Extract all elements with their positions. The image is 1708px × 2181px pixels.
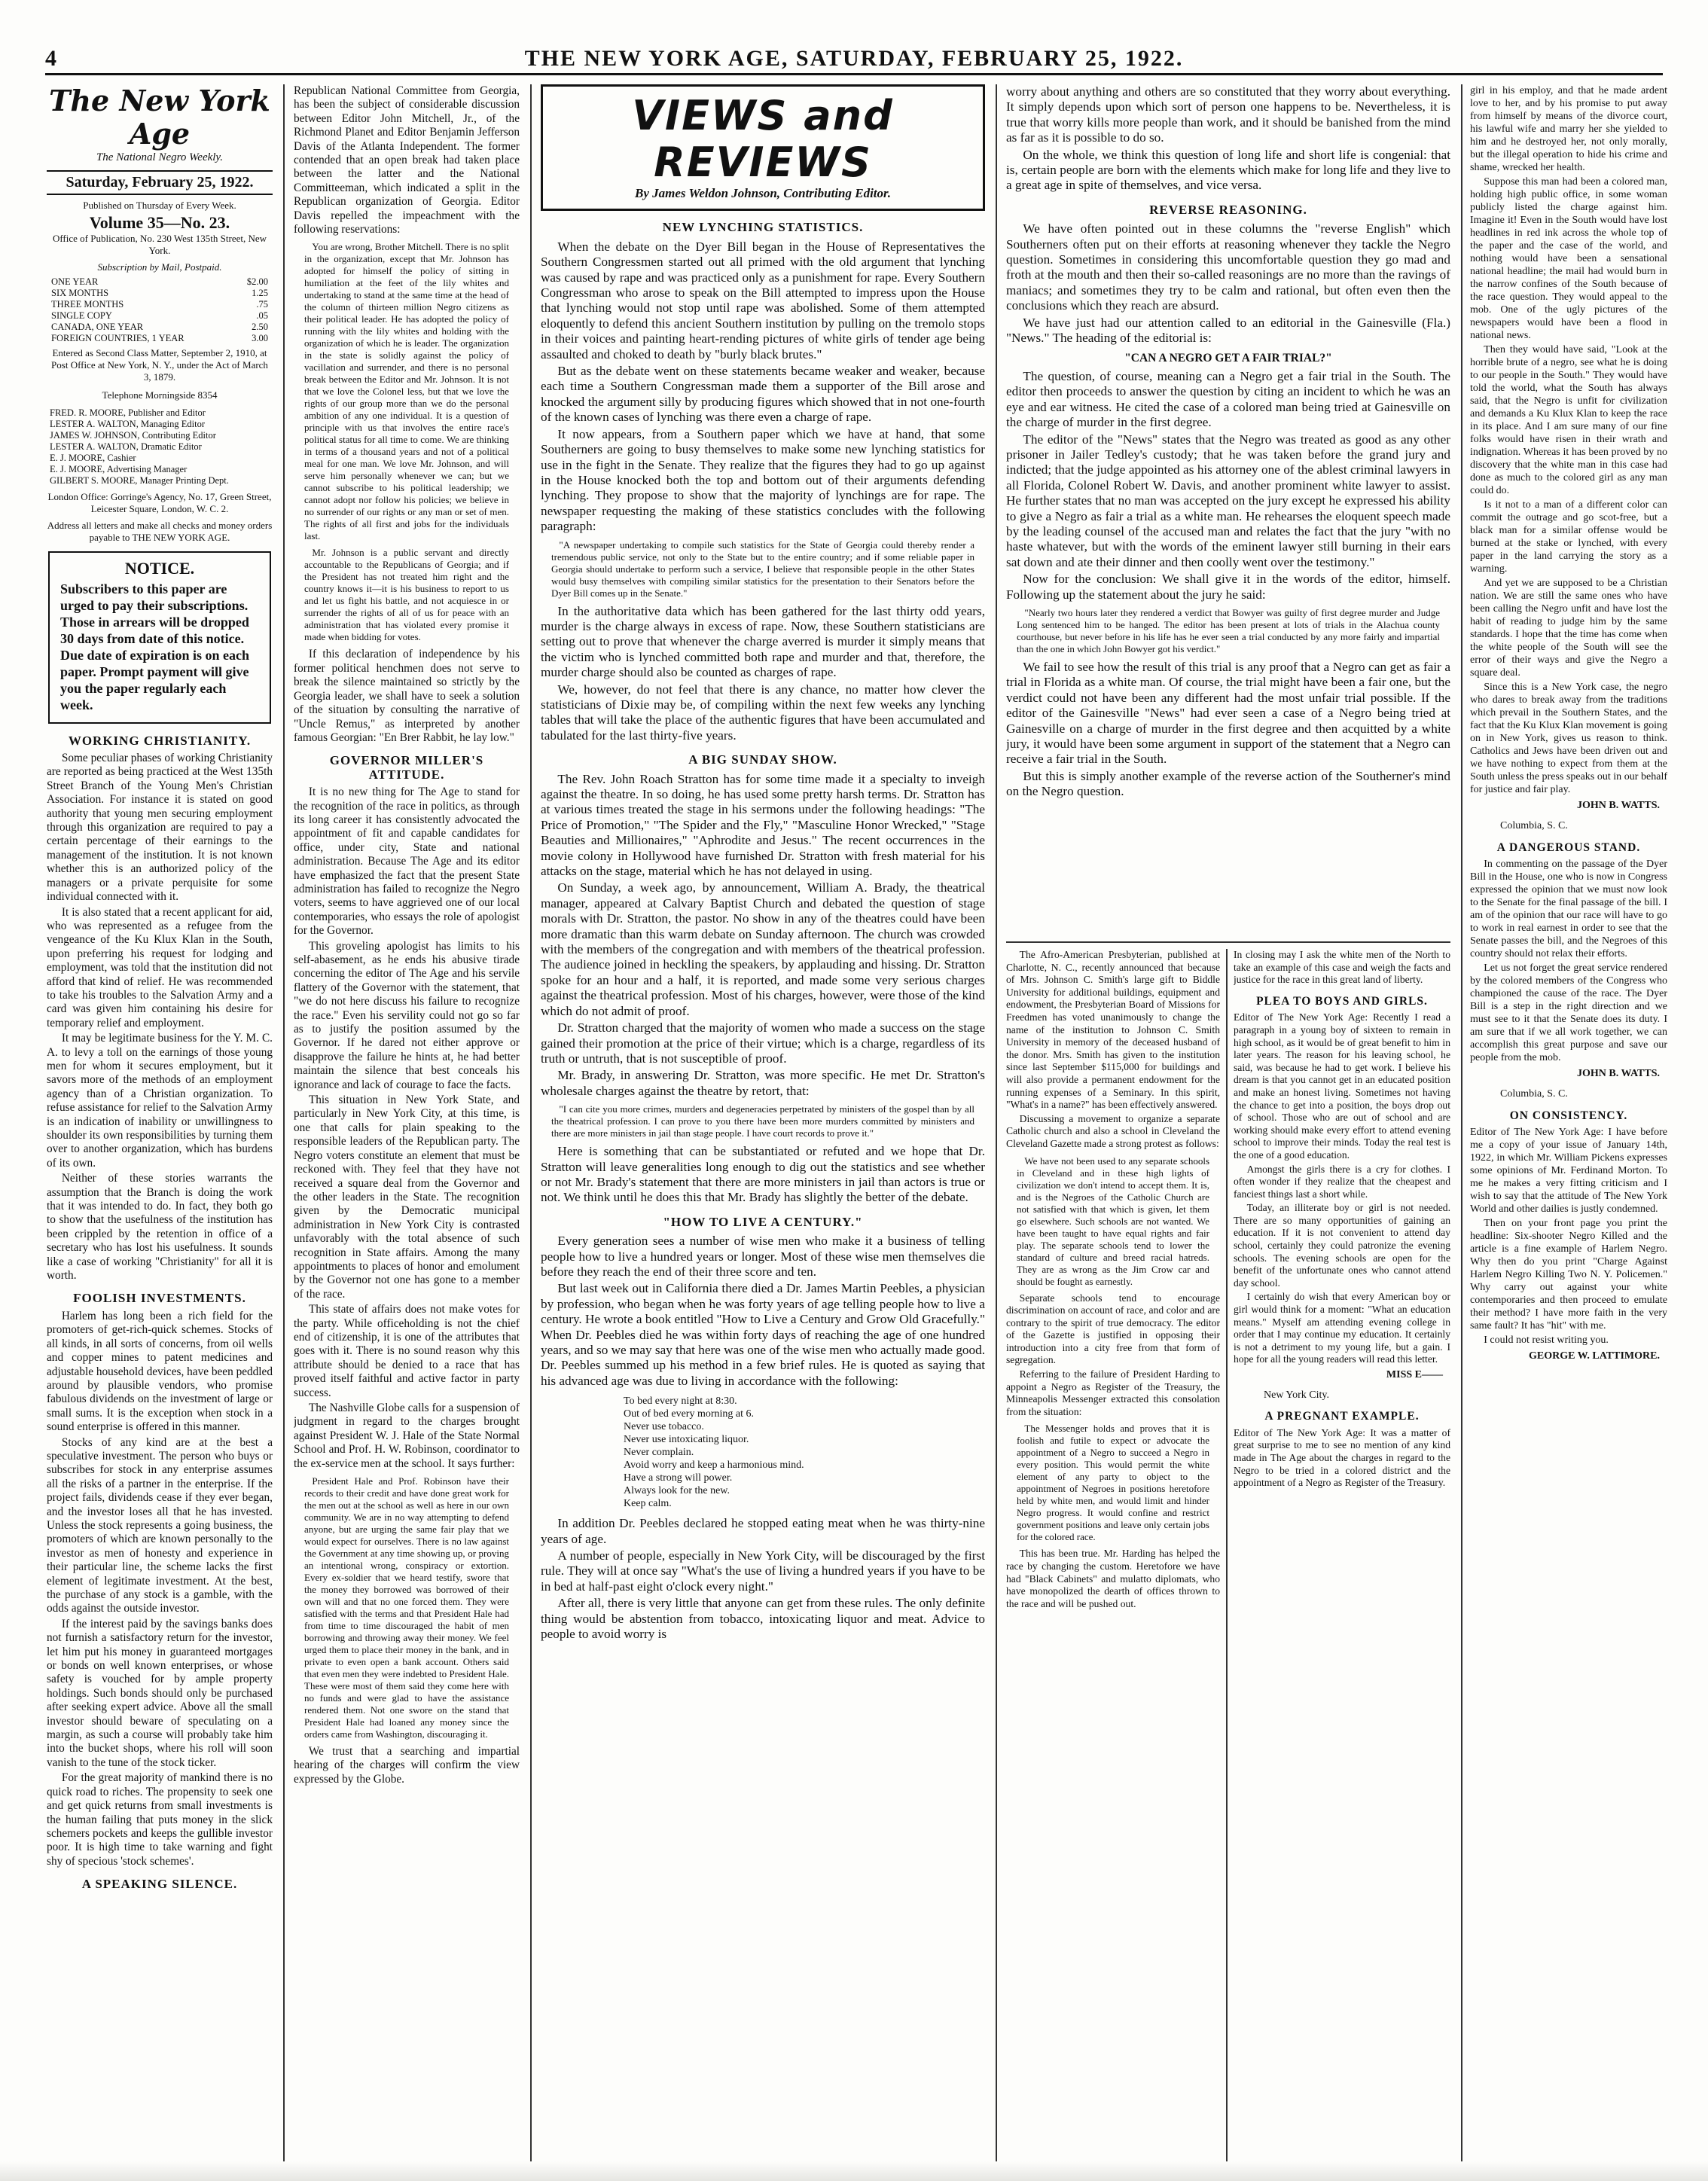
signature: GEORGE W. LATTIMORE. (1528, 1350, 1660, 1362)
column-masthead (47, 84, 273, 2163)
column-correspondence (1470, 84, 1667, 2163)
paragraph: This state of affairs does not make votes for the party. While officeholding is not the chief end of citizenship, it is one of the attributes that goes with it. There is no sound reason why this attribute should be denied to a race that has proved itself faithful and active factor in party success. (294, 1303, 520, 1399)
rules-list (624, 1395, 985, 1510)
headline-dangerous-stand: A DANGEROUS STAND. (1496, 841, 1641, 854)
column-editorials (294, 84, 520, 2163)
signature-place: New York City. (1264, 1389, 1329, 1401)
signature: JOHN B. WATTS. (1577, 1068, 1660, 1079)
rule-item: Never use tobacco. (624, 1421, 704, 1433)
paragraph: Stocks of any kind are at the best a speculative investment. The person who buys or subscribes for stock in any enterprise assumes all the risks of a partner in the enterprise. If the project fails, dividends cease if they ever began, and the investor loses all that he has invested. Unless the stock represents a going business, the promoters of which are known personally to the investor as men of honesty and experience in their particular line, the scheme lacks the first element of legitimate investment. At the best, the purchase of any stock is a gamble, with the odds against the outside investor. (47, 1435, 273, 1615)
paragraph: But as the debate went on these statements became weaker and weaker, because each time a Southern Congressman made them a supporter of the Bill arose and knocked the argument silly by producing figures which showed that in not one-fourth of the known cases of lynching was there even a charge of rape. (541, 364, 985, 425)
column-rule (1226, 949, 1228, 2163)
paragraph: Then they would have said, "Look at the horrible brute of a negro, see what he is doing to our people in the South." They would have told the world, what the South has always said, that the Negro is unfit for civilization and demands a Ku Klux Klan to keep the race in its place. And I am sure many of our fine folks would have risen in their wrath and indignation. Whereas it has been proved by no discovery that the white man in this case had done as much to the colored girl as any man could do. (1470, 344, 1667, 496)
paragraph: We, however, do not feel that there is any chance, no matter how clever the statisticians of Dixie may be, of compiling within the next few weeks any lynching tables that will take the place of the authentic figures that have been accumulated and tabulated for the last thirty-five years. (541, 682, 985, 743)
notice-body: Subscribers to this paper are urged to pay their subscriptions. Those in arrears will be dropped 30 days from date of this notice. Due date of expiration is on each paper. Prompt payment will give you the paper regularly each week. (60, 581, 249, 712)
headline-how-to-live-a-century: "HOW TO LIVE A CENTURY." (663, 1214, 863, 1229)
paragraph: Republican National Committee from Georgia, has been the subject of considerable discussion between Editor John Mitchell, Jr., of the Richmond Planet and Editor Benjamin Jefferson Davis of the Atlanta Independent. The former contended that an open break had taken place between the latter and the National Committeeman, which indicated a split in the Republican organization of Georgia. Editor Davis repelled the impeachment with the following reservations: (294, 84, 520, 236)
paragraph: Separate schools tend to encourage discrimination on account of race, and color and are contrary to the spirit of true democracy. The editor of the Gazette is justified in opposing their introduction into a city free from that form of segregation. (1006, 1292, 1220, 1366)
rule-item: Out of bed every morning at 6. (624, 1408, 755, 1420)
quoted-paragraph: The Messenger holds and proves that it is foolish and futile to expect or advocate the appointment of a Negro to succeed a Negro in every position. This would permit the white element of any party to object to the appointment of Negroes in positions heretofore held by white men, and would limit and hinder Negro progress. It would confine and restrict government positions and leave only certain jobs for the colored race. (1017, 1423, 1209, 1543)
signature-place: Columbia, S. C. (1500, 820, 1568, 831)
headline-foolish-investments: FOOLISH INVESTMENTS. (73, 1291, 246, 1306)
headline-working-christianity: WORKING CHRISTIANITY. (68, 733, 252, 748)
quoted-paragraph: You are wrong, Brother Mitchell. There is no split in the organization, except that Mr. Johnson has adopted for himself the policy of sitting in humiliation at the feet of the lily whites and undertaking to stand at the same time at the head of the column of thirteen million Negro citizens as their political leader. He has adopted the policy of running with the lily whites and holding with the organization of which he is leader. The organization in the state is solidly against the policy of vacillation and surrender, and there is no personal break between the Editor and Mr. Johnson. It is not that we love the Colonel less, but that we love the rights of our group more than we do the personal ambition of any one individual. It is a question of principle with us that involves the entire race's political status for all time to come. We are thinking in terms of a thousand years and not of a political meal for one man. We love Mr. Johnson, and will serve him personally whenever we can; but we cannot subscribe to his political leadership; we cannot adopt nor follow his policies; we believe in no surrender of our rights or any man or set of men. The rights of all first and jobs for the individuals last. (304, 241, 509, 542)
quoted-paragraph: We have not been used to any separate schools in Cleveland and in these high lights of civilization we don't intend to accept them. It is, and is the Negroes of the Catholic Church are not satisfied with that which is given, let them go elsewhere. Such schools are not wanted. We have been taught to have equal rights and fair play. The separate schools tend to lower the standard of culture and breed racial hatreds. They are as wrong as the Jim Crow car and should be fought as earnestly. (1017, 1155, 1209, 1287)
entered-line: Entered as Second Class Matter, September 2, 1910, at Post Office at New York, N. Y., under the Act of March 3, 1879. (51, 347, 268, 383)
paragraph: Amongst the girls there is a cry for clothes. I often wonder if they realize that the cheapest and fanciest things last a short while. (1234, 1163, 1450, 1200)
page-header (45, 44, 1663, 75)
masthead-date: Saturday, February 25, 1922. (47, 170, 273, 189)
paragraph: If this declaration of independence by his former political henchmen does not serve to break the silence maintained so strictly by the Georgia leader, we shall have to seek a solution of the situation by consulting the narrative of "Uncle Remus," as interpreted by another famous Georgian: "En Brer Rabbit, he lay low." (294, 648, 520, 744)
paragraph: It is also stated that a recent applicant for aid, who was represented as a refugee from the vengeance of the Ku Klux Klan in the South, upon preferring his request for lodging and employment, was told that the institution did not afford that kind of relief. He was recommended to take his troubles to the Salvation Army and a card was given him containing his desire for temporary relief and employment. (47, 905, 273, 1029)
paragraph: Harlem has long been a rich field for the promoters of get-rich-quick schemes. Stocks of all kinds, in all sorts of concerns, from oil wells and copper mines to patent medicines and adjustable household devices, have been peddled around by plausible vendors, who promise fabulous dividends on the investment of large or small sums. It is the exception when stock in a sound enterprise is offered in this manner. (47, 1309, 273, 1434)
paragraph: Since this is a New York case, the negro who dares to break away from the traditions which prevail in the Southern States, and the fact that the Ku Klux Klan movement is going on in New York, gives us reason to think. Catholics and Jews have been driven out and we have nothing to expect from them at the South unless the press speaks out in our behalf for justice and fair play. (1470, 682, 1667, 795)
column-rule (1461, 84, 1462, 2163)
column-reverse-reasoning (1006, 84, 1450, 939)
quoted-paragraph: "A newspaper undertaking to compile such statistics for the State of Georgia could thereby render a tremendous public service, not only to the State but to the entire country; and if some reliable paper in Georgia should undertake to perform such a service, I believe that responsible people in the other States would busy themselves with compiling similar statistics for the presentation to their Senators before the Dyer Bill comes up in the Senate." (551, 538, 974, 599)
rate-row: ONE YEAR $2.00 (51, 276, 268, 288)
paragraph: Every generation sees a number of wise men who make it a business of telling people how to live a hundred years or longer. Most of these wise men themselves die before they reach the end of their three score and ten. (541, 1234, 985, 1279)
paragraph: Is it not to a man of a different color can commit the outrage and go scot-free, but a black man for a similar offense would be burned at the stake or lynched, with every paper in the land carrying the story as a warning. (1470, 499, 1667, 575)
paragraph: This situation in New York State, and particularly in New York City, at this time, is one that calls for plain speaking to the responsible leaders of the Republican party. The Negro voters constitute an element that must be reckoned with. They feel that they have not received a square deal from the Governor and the other leaders in the State. The recognition given by the Democratic municipal administration in New York City is contrasted unfavorably with the total absence of such recognition in State affairs. Among the many appointments to places of honor and emolument by the Governor not one has gone to a member of the race. (294, 1094, 520, 1301)
paragraph: Let us not forget the great service rendered by the colored members of the Congress who championed the cause of the race. The Dyer Bill is a step in the right direction and we must see to it that the Senate does its duty. I am sure that if we all work together, we can accomplish this great purpose and save our people from the mob. (1470, 962, 1667, 1063)
rule-item: Never use intoxicating liquor. (624, 1434, 749, 1446)
column-letters (1234, 949, 1450, 2163)
paragraph: This groveling apologist has limits to his self-abasement, as he ends his abusive tirade concerning the editor of The Age and his servile flattery of the Governor with the statement, that "we do not here discuss his failure to recognize the race." Even his servility could not go so far as to justify the position assumed by the Governor. If he dared not either approve or disapprove the failure he hints at, he had better maintain the silence that best conceals his ignorance and lack of courage to face the facts. (294, 939, 520, 1091)
headline-new-lynching-statistics: NEW LYNCHING STATISTICS. (662, 220, 864, 235)
paragraph: Here is something that can be substantiated or refuted and we hope that Dr. Stratton will leave generalities long enough to dig out the statistics and see whether or not Mr. Brady's statement that there are more ministers in jail than actors is true or not. We think until he does this that Mr. Brady has slightly the better of the debate. (541, 1144, 985, 1205)
paragraph: The question, of course, meaning can a Negro get a fair trial in the South. The editor then proceeds to answer the question by citing an incident to which he was an eye and ear witness. He cited the case of a colored man being tried at Gainesville on the charge of murder in the first degree. (1006, 368, 1450, 430)
paragraph: But last week out in California there died a Dr. James Martin Peebles, a physician by profession, who began when he was forty years of age telling people how to live a century. He wrote a book entitled "How to Live a Century and Grow Old Gracefully." When Dr. Peebles died he was within forty days of reaching the age of one hundred years, and so we may say that here was one of the wise men who actually made good. Dr. Peebles summed up his method in a few brief rules. He is quoted as saying that his advanced age was due to living in accordance with the following: (541, 1281, 985, 1388)
column-views-and-reviews (541, 84, 985, 2163)
notice-box (48, 551, 271, 723)
headline-pregnant-example: A PREGNANT EXAMPLE. (1264, 1410, 1420, 1423)
headline-speaking-silence: A SPEAKING SILENCE. (81, 1877, 238, 1892)
paragraph: On Sunday, a week ago, by announcement, William A. Brady, the theatrical manager, appeared at Calvary Baptist Church and debated the question of stage morals with Dr. Stratton, the pastor. No show in any of the theatres could have been more dramatic than this warm debate on Sunday afternoon. The church was crowded with the members of the congregation and with members of the theatrical profession. The audience joined in heckling the speakers, by applauding and hissing. Dr. Stratton spoke for an hour and a half, it is reported, and made some very serious charges against the theatrical profession. Most of his charges, however, were those of the kind which do not admit of proof. (541, 880, 985, 1018)
paragraph: It is no new thing for The Age to stand for the recognition of the race in politics, as through its long career it has consistently advocated the appointment of fit and capable candidates for office, under city, State and national administration. Because The Age and its editor have emphasized the fact that the present State administration has failed to recognize the Negro voters, seems to have aggrieved one of our local contemporaries, who essays the role of apologist for the Governor. (294, 785, 520, 938)
office-line: Office of Publication, No. 230 West 135th Street, New York. (52, 233, 267, 257)
rule-item: Keep calm. (624, 1498, 672, 1510)
signature: MISS E—— (1386, 1369, 1443, 1380)
page-bottom-edge (0, 2161, 1708, 2181)
paragraph: Editor of The New York Age: I have before me a copy of your issue of January 14th, 1922, in which Mr. William Pickens expresses some opinions of Mr. Ferdinand Morton. To me he makes a very fitting criticism and I wish to say that the attitude of The New York World and other dailies is justly condemned. (1470, 1127, 1667, 1215)
published-line: Published on Thursday of Every Week. (83, 199, 236, 211)
subscription-head: Subscription by Mail, Postpaid. (97, 261, 222, 273)
paragraph: We have often pointed out in these columns the "reverse English" which Southerners often put on their efforts at reasoning whenever they tackle the Negro question. Sometimes in considering this uncomfortable question they go mad and froth at the mouth and then their so-called reasonings are no more than the ravings of maniacs; and sometimes they try to be calm and rational, but often even then the conclusions which they reach are absurd. (1006, 221, 1450, 313)
quoted-paragraph: "Nearly two hours later they rendered a verdict that Bowyer was guilty of first degree murder and Judge Long sentenced him to be hanged. The editor has been present at lots of trials in the Alachua county courthouse, but never before in his life has he ever seen a trial conducted by any more fairly and impartial than the one in which John Bowyer got his verdict." (1017, 607, 1440, 654)
rule-item: Avoid worry and keep a harmonious mind. (624, 1460, 804, 1472)
paragraph: On the whole, we think this question of long life and short life is congenial: that is, certain people are born with the elements which make for long life and they live to a great age in spite of themselves, and vice versa. (1006, 147, 1450, 193)
paragraph: In addition Dr. Peebles declared he stopped eating meat when he was thirty-nine years of age. (541, 1516, 985, 1546)
paragraph: The editor of the "News" states that the Negro was treated as good as any other prisoner in Jailer Tedley's custody; that he was taken before the grand jury and indicted; that the judge appointed as his attorney one of the ablest criminal lawyers in all Florida, Colonel Robert W. Davis, and another prominent white lawyer to assist. He further states that no man was accepted on the jury except he expressed his ability to give a Negro as fair a trial as a white man. He rehearses the eloquent speech made by the leading counsel of the accused man and relates the fact that the jury "with no haste whatever, but with the words of the eminent lawyer still burning in their ears sat down and ate their dinner and then coolly went over the testimony." (1006, 432, 1450, 569)
paragraph: We trust that a searching and impartial hearing of the charges will confirm the view expressed by the Globe. (294, 1745, 520, 1786)
paragraph: And yet we are supposed to be a Christian nation. We are still the same ones who have been calling the Negro unfit and have lost the habit of reading to judge him by the same standards. I hope that the time has come when the white people of the South will see the error of their ways and give the Negro a square deal. (1470, 578, 1667, 679)
headline-governor-millers-attitude: GOVERNOR MILLER'S ATTITUDE. (329, 753, 484, 782)
paragraph: worry about anything and others are so constituted that they worry about everything. It simply depends upon which sort of person one happens to be. Nevertheless, it is true that worry kills more people than work, and it should be banished from the mind as far as it is possible to do so. (1006, 84, 1450, 145)
notice-title: NOTICE. (124, 559, 195, 578)
paragraph: Editor of The New York Age: It was a matter of great surprise to me to see no mention of any kind made in The Age about the charges in regard to the Negro to be tried in a colored district and the appointment of a Negro as Register of the Treasury. (1234, 1426, 1450, 1489)
london-office: London Office: Gorringe's Agency, No. 17, Green Street, Leicester Square, London, W. C. 2. (47, 491, 272, 515)
headline-on-consistency: ON CONSISTENCY. (1509, 1109, 1628, 1122)
address-line: Address all letters and make all checks and money orders payable to THE NEW YORK AGE. (47, 520, 273, 544)
paragraph: In closing may I ask the white men of the North to take an example of this case and weigh the facts and justice for the race in this great land of liberty. (1234, 949, 1450, 986)
paragraph: The Rev. John Roach Stratton has for some time made it a specialty to inveigh against the theatre. In so doing, he has used some pretty harsh terms. Dr. Stratton has at various times treated the stage in his sermons under the following headings: "The Price of Promotion," "The Spider and the Fly," "Masculine Honor Wrecked," "Stage Beauties and Millionaires," "Aphrodite and Jesus." The recent occurrences in the movie colony in Hollywood have furnished Dr. Stratton with fresh material for his attacks on the stage, material which he has not delayed in using. (541, 771, 985, 879)
paragraph: Now for the conclusion: We shall give it in the words of the editor, himself. Following up the statement about the jury he said: (1006, 572, 1450, 602)
paragraph: Editor of The New York Age: Recently I read a paragraph in a young boy of sixteen to remain in high school, as it would be of great benefit to him in later years. The reason for his leaving school, he said, was because he had to get work. I believe his dream is that you cannot get in an educated position and make an honest living. Sometimes not having the chance to get into a position, the boys drop out of school. Those who are out of school and are working should make every effort to attend evening school to improve their minds. Today the real test is the one of a good education. (1234, 1011, 1450, 1161)
column-rule (283, 84, 285, 2163)
column-exchanges (1006, 949, 1220, 2163)
paragraph: Some peculiar phases of working Christianity are reported as being practiced at the West 135th Street Branch of the Young Men's Christian Association. For instance it is stated on good authority that young men securing employment through this organization are required to pay a certain percentage of their earnings to the management of the institution. It is not known whether this is an authorized policy of the managers or a private perquisite for some individual connected with it. (47, 752, 273, 904)
rate-row: SINGLE COPY .05 (51, 310, 268, 322)
paragraph: Today, an illiterate boy or girl is not needed. There are so many opportunities of gaining an education. If it is not convenient to attend day school, certainly they could patronize the evening schools. The evening schools are open for the benefit of the unfortunate ones who cannot attend day school. (1234, 1202, 1450, 1289)
paragraph: Mr. Brady, in answering Dr. Stratton, was more specific. He met Dr. Stratton's wholesale charges against the theatre by retort, that: (541, 1068, 985, 1098)
quoted-paragraph: "I can cite you more crimes, murders and degeneracies perpetrated by ministers of the gospel than by all the theatrical profession. I can prove to you there have been more murders committed by ministers and there are more ministers in jail than stage people. I have court records to prove it." (551, 1103, 974, 1139)
paragraph: After all, there is very little that anyone can get from these rules. The only definite thing would be abstention from tobacco, intoxicating liquor and meat. Advice to people to avoid worry is (541, 1596, 985, 1642)
rate-row: CANADA, ONE YEAR 2.50 (51, 322, 268, 333)
paragraph: Then on your front page you print the headline: Six-shooter Negro Killed and the article is a fine example of Harlem Negro. Why then do you print "Charge Against Harlem Negro Killing Two N. Y. Policemen." Why carry out against your white contemporaries and then proceed to emulate their method? I have more faith in the very same fault? It has "hit" with me. (1470, 1218, 1667, 1331)
column-rule (530, 84, 532, 2163)
paragraph: A number of people, especially in New York City, will be discouraged by the first rule. They will at once say "What's the use of living a hundred years if you have to be in bed at half-past eight o'clock every night." (541, 1548, 985, 1594)
views-reviews-title: VIEWS and REVIEWS (632, 92, 894, 186)
views-reviews-box (541, 84, 985, 211)
paragraph: If the interest paid by the savings banks does not furnish a satisfactory return for the investor, let him put his money in guaranteed mortgages or bonds on well known enterprises, or whose safety is vouched for by ample property holdings. Such bonds should only be purchased after seeking expert advice. Above all the small investor should beware of speculating on a margin, as such a course will probably take him into the bucket shops, where his roll will soon vanish to the tune of the stock ticker. (47, 1617, 273, 1769)
paragraph: Referring to the failure of President Harding to appoint a Negro as Register of the Treasury, the Minneapolis Messenger extracted this consolation from the situation: (1006, 1368, 1220, 1417)
masthead-title: The New York Age (49, 84, 270, 151)
paragraph: We fail to see how the result of this trial is any proof that a Negro can get as fair a trial in Florida as a white man. Of course, the trial might have been a fair one, but the verdict could not have been any different had the most unfair trial possible. If the editor of the Gainesville "News" had ever seen a case of a Negro being tried at Gainesville on a charge of murder in the first degree and then acquitted by a white jury, it would have been some argument in support of the statement that a Negro can receive a fair trial in the South. (1006, 660, 1450, 767)
views-reviews-byline: By James Weldon Johnson, Contributing Editor. (635, 186, 891, 200)
headline-reverse-reasoning: REVERSE REASONING. (1149, 202, 1307, 217)
paragraph: Dr. Stratton charged that the majority of women who made a success on the stage gained their promotion at the price of their virtue; which is a charge, regardless of its truth or untruth, that is not susceptible of proof. (541, 1020, 985, 1066)
running-head: THE NEW YORK AGE, SATURDAY, FEBRUARY 25, 1922. (524, 45, 1184, 71)
paragraph: When the debate on the Dyer Bill began in the House of Representatives the Southern Congressmen started out all primed with the old argument that lynching was caused by rape and was practiced only as a punishment for rape. Every Southern Congressman who arose to speak on the Bill attempted to impress upon the House that lynching would not stop until rape was abolished. Some of them attempted eloquently to defend this ancient Southern institution by pulling on the tremolo stops in their voices and painting heart-rending pictures of white girls of tender age being assaulted and choked to death by "burly black brutes." (541, 239, 985, 361)
paragraph: Discussing a movement to organize a separate Catholic church and also a school in Cleveland the Cleveland Gazette made a strong protest as follows: (1006, 1112, 1220, 1149)
paragraph: In commenting on the passage of the Dyer Bill in the House, one who is now in Congress expressed the opinion that we must now look to the Senate for the final passage of the bill. I am of the opinion that our race will have to go to work in real earnest in order to see that the Senate passes the bill, and the Negroes of this country should not relax their efforts. (1470, 859, 1667, 959)
paragraph: The Nashville Globe calls for a suspension of judgment in regard to the charges brought against President W. J. Hale of the State Normal School and Prof. H. W. Robinson, coordinator to the ex-service men at the school. It says further: (294, 1402, 520, 1470)
paragraph: Neither of these stories warrants the assumption that the Branch is doing the work that it was intended to do. In fact, they both go to show that the usefulness of the institution has been crippled by the retention in office of a secretary who has lost his usefulness. It sounds like a case of working "Christianity" for all it is worth. (47, 1172, 273, 1283)
paragraph: I could not resist writing you. (1484, 1335, 1609, 1346)
quoted-paragraph: Mr. Johnson is a public servant and directly accountable to the Republicans of Georgia; and if the President has not treated him right and the country knows it—it is his business to report to us and let us fight his battle, and not acquiesce in or surrender the rights of all of us for peace with an administration that has violated every promise it made when bidding for votes. (304, 547, 509, 643)
paragraph: For the great majority of mankind there is no quick road to riches. The propensity to seek one and get quick returns from small investments is the human failing that puts money in the slick schemers pockets and keeps the gullible investor poor. It is high time to take warning and fight shy of specious 'stock schemes'. (47, 1771, 273, 1868)
headline-big-sunday-show: A BIG SUNDAY SHOW. (688, 752, 837, 767)
rule-item: Always look for the new. (624, 1485, 730, 1497)
paragraph: The Afro-American Presbyterian, published at Charlotte, N. C., recently announced that because of Mrs. Johnson C. Smith's large gift to Biddle University for additional buildings, equipment and endowment, the Presbyterian Board of Missions for Freedmen has voted unanimously to change the name of the institution to Johnson C. Smith University in memory of the deceased husband of the donor. Mrs. Smith has given to the institution since last September $115,000 for buildings and will also provide a permanent endowment for the running expenses of a Seminary. In this spirit, "What's in a name?" has been effectively answered. (1006, 949, 1220, 1111)
paragraph: Suppose this man had been a colored man, holding high public office, in some woman publicly listed the charge against him. Imagine it! Even in the South would have lost headlines in red ink across the whole top of the paper and the case of the world, and nothing would have been a sensational national headline; the mail had would burn in the narrow confines of the South because of the race question. They would appeal to the mob. One of the ugly pictures of the newspapers would have been a flood in national news. (1470, 176, 1667, 341)
quoted-paragraph: President Hale and Prof. Robinson have their records to their credit and have done great work for the men out at the school as well as here in our own community. We are in no way attempting to defend anyone, but are urging the same fair play that we would expect for ourselves. There is no law against the Government at any time showing up, or proving an intentional wrong, conspiracy or extortion. Every ex-soldier that we heard testify, swore that the money they borrowed was borrowed of their own will and that no one forced them. They were satisfied with the terms and that President Hale had from time to time discouraged the habit of men borrowing and throwing away their money. We feel urged them to place their money in the bank, and in private to even open a bank account. Others said that even men they were indebted to President Hale. These were most of them said they come here with no funds and were glad to have the assistance rendered them. Not one swore on the stand that President Hale had loaned any money since the orders came from Washington, discouraging it. (304, 1475, 509, 1740)
headline-fair-trial: "CAN A NEGRO GET A FAIR TRIAL?" (1124, 351, 1332, 365)
rate-row: FOREIGN COUNTRIES, 1 YEAR 3.00 (51, 333, 268, 344)
signature-place: Columbia, S. C. (1500, 1088, 1568, 1100)
paragraph: In the authoritative data which has been gathered for the last thirty odd years, murder is the charge always in excess of rape. Now, these Southern statisticians are setting out to prove that whenever the charge averred is murder it simply means that the victim who is lynched committed both rape and murder and that, therefore, the murder charge should also be counted as charges of rape. (541, 603, 985, 680)
volume-line: Volume 35—No. 23. (89, 212, 230, 232)
rate-row: THREE MONTHS .75 (51, 299, 268, 310)
rate-row: SIX MONTHS 1.25 (51, 288, 268, 299)
column-rule (996, 84, 997, 2163)
rule-item: Have a strong will power. (624, 1472, 733, 1484)
staff-list: FRED. R. MOORE, Publisher and Editor LESTER A. WALTON, Managing Editor JAMES W. JOHNSON, Contributing Editor LESTER A. WALTON, Dramatic Editor E. J. MOORE, Cashier E. J. MOORE, Advertising Manager GILBERT S. MOORE, Manager Printing Dept. (50, 407, 229, 487)
paragraph: girl in his employ, and that he made ardent love to her, and by his promise to put away from himself by means of the divorce court, his lawful wife and marry her she yielded to him and he destroyed her, not only morally, but the illegal operation to hide his crime and shame, wrecked her health. (1470, 85, 1667, 173)
rule-item: Never complain. (624, 1447, 694, 1459)
rates-table (51, 276, 268, 344)
paragraph: We have just had our attention called to an editorial in the Gainesville (Fla.) "News." The heading of the editorial is: (1006, 315, 1450, 346)
masthead-subtitle: The National Negro Weekly. (96, 151, 224, 163)
section-rule (1006, 941, 1450, 943)
paragraph: But this is simply another example of the reverse action of the Southerner's mind on the Negro question. (1006, 768, 1450, 799)
paragraph: It now appears, from a Southern paper which we have at hand, that some Southerners are going to busy themselves to make some new lynching statistics for use in the fight in the Senate. They realize that the figures they had to go up against in the House knocked both the top and bottom out of their arguments defending lynching. They propose to show that the majority of lynchings are for rape. The newspaper requesting the making of these statistics concludes with the following paragraph: (541, 426, 985, 534)
telephone-line: Telephone Morningside 8354 (102, 389, 218, 401)
page-number: 4 (45, 45, 56, 71)
paragraph: It may be legitimate business for the Y. M. C. A. to levy a toll on the earnings of those young men for whom it secures employment, but it savors more of the methods of an employment agency than of a Christian organization. To refuse assistance for relief to the Salvation Army is an indication of inability or unwillingness to shoulder its own responsibilities by turning them over to another organization, which has burdens of its own. (47, 1032, 273, 1170)
rule-item: To bed every night at 8:30. (624, 1396, 737, 1408)
paragraph: I certainly do wish that every American boy or girl would think for a moment: "What an education means." Myself am attending evening college in order that I may continue my education. It certainly is not a detriment to my young life, but a gain. I hope for all the young readers will read this letter. (1234, 1291, 1450, 1365)
headline-plea-to-boys-and-girls: PLEA TO BOYS AND GIRLS. (1256, 994, 1428, 1008)
signature: JOHN B. WATTS. (1577, 800, 1660, 811)
paragraph: This has been true. Mr. Harding has helped the race by changing the custom. Heretofore we have had "Black Cabinets" and mulatto diplomats, who have monopolized the dearth of offices thrown to the race and will be pushed out. (1006, 1548, 1220, 1609)
masthead (47, 84, 273, 195)
